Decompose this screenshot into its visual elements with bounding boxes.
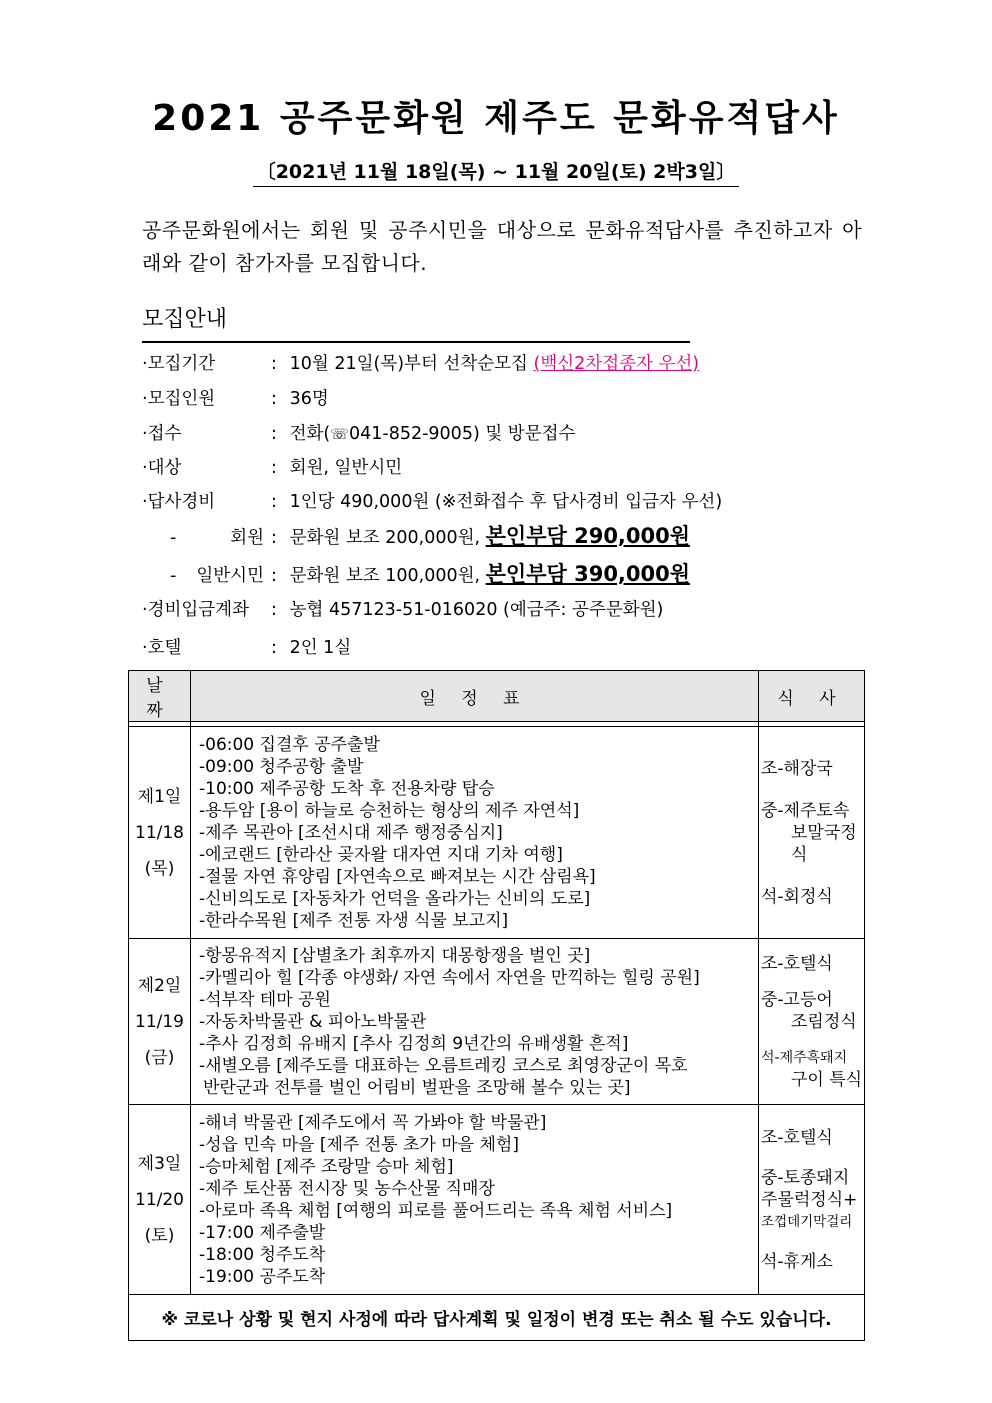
- day-cell: [129, 939, 191, 1105]
- meal-lunch-cont: 주물럭정식+: [761, 1189, 858, 1210]
- list-item: -신비의도로 [자동차가 언덕을 올라가는 신비의 도로]: [199, 888, 591, 909]
- meal-lunch-cont: 보말국정식: [791, 822, 857, 865]
- table-row: [129, 1105, 865, 1295]
- meal-lunch-cont2: 조껍데기막걸리: [761, 1213, 853, 1230]
- list-item: -한라수목원 [제주 전통 자생 식물 보고지]: [199, 910, 509, 931]
- header-schedule: 일 정 표: [191, 671, 759, 722]
- meal-lunch-cont: 조림정식: [791, 1011, 857, 1032]
- notice-text: ※ 코로나 상황 및 현지 사정에 따라 답사계획 및 일정이 변경 또는 취소 될 수도 있습니다.: [129, 1295, 865, 1341]
- info-value: 36명: [289, 389, 329, 409]
- info-value: 041-852-9005) 및 방문접수: [348, 424, 576, 444]
- info-account: ·경비입금계좌 : 농협 457123-51-016020 (예금주: 공주문화원): [142, 596, 663, 621]
- list-item: -절물 자연 휴양림 [자연속으로 빠져보는 시간 삼림욕]: [199, 866, 596, 887]
- meal-dinner: 석-제주흑돼지: [761, 1049, 848, 1066]
- meal-breakfast: 조-해장국: [761, 758, 833, 779]
- info-value: 2인 1실: [289, 638, 352, 658]
- list-item: -06:00 집결후 공주출발: [199, 734, 380, 755]
- list-item: -에코랜드 [한라산 곶자왈 대자연 지대 기차 여행]: [199, 844, 563, 865]
- list-item: -자동차박물관 & 피아노박물관: [199, 1011, 427, 1032]
- info-value: 문화원 보조 200,000원,: [289, 528, 486, 548]
- meal-cell: [759, 939, 865, 1105]
- header-meal: 식 사: [759, 671, 865, 722]
- info-citizen-fee: - 일반시민 : 문화원 보조 100,000원, 본인부담 390,000원: [170, 562, 691, 586]
- meal-breakfast: 조-호텔식: [761, 953, 833, 974]
- meal-lunch: 중-토종돼지: [761, 1167, 850, 1188]
- list-item: -18:00 청주도착: [199, 1244, 326, 1265]
- info-label: ·모집인원: [142, 389, 216, 409]
- section-divider: [142, 341, 690, 343]
- table-row: [129, 727, 865, 939]
- trip-dates-text: 〔2021년 11월 18일(목) ~ 11월 20일(토) 2박3일〕: [253, 157, 740, 187]
- info-value: 전화(: [289, 424, 331, 444]
- list-item: -성읍 민속 마을 [제주 전통 초가 마을 체험]: [199, 1134, 519, 1155]
- day-number: 제2일: [137, 975, 182, 996]
- info-value: 회원, 일반시민: [289, 458, 403, 478]
- day-number: 제1일: [137, 786, 182, 807]
- list-item: -새별오름 [제주도를 대표하는 오름트레킹 코스로 최영장군이 목호: [199, 1055, 688, 1076]
- vaccine-priority-note: (백신2차접종자 우선): [533, 354, 700, 374]
- info-label: - 일반시민: [170, 566, 264, 586]
- meal-lunch: 중-고등어: [761, 989, 833, 1010]
- day-date: 11/18: [135, 822, 184, 843]
- document-title: 2021 공주문화원 제주도 문화유적답사: [152, 98, 840, 139]
- info-count: ·모집인원 : 36명: [142, 385, 329, 410]
- info-label: ·대상: [142, 458, 182, 478]
- trip-dates: [0, 157, 992, 187]
- meal-dinner: 석-회정식: [761, 886, 833, 907]
- meal-cell: [759, 1105, 865, 1295]
- day-date: 11/20: [135, 1189, 184, 1210]
- meal-dinner: 석-휴게소: [761, 1251, 833, 1272]
- day-date: 11/19: [135, 1011, 184, 1032]
- info-member-fee: - 회원 : 문화원 보조 200,000원, 본인부담 290,000원: [170, 524, 691, 548]
- list-item: -09:00 청주공항 출발: [199, 756, 364, 777]
- list-item: -10:00 제주공항 도착 후 전용차량 탑승: [199, 778, 495, 799]
- schedule-table: [128, 670, 865, 1341]
- schedule-items: [191, 939, 759, 1105]
- phone-icon: ☏: [330, 425, 349, 443]
- info-value: 농협 457123-51-016020 (예금주: 공주문화원): [289, 600, 664, 620]
- info-target: ·대상 : 회원, 일반시민: [142, 454, 402, 479]
- table-header-row: [129, 671, 865, 722]
- list-item: -제주 토산품 전시장 및 농수산물 직매장: [199, 1178, 495, 1199]
- list-item: -제주 목관아 [조선시대 제주 행정중심지]: [199, 822, 503, 843]
- notice-row: [129, 1295, 865, 1341]
- intro-paragraph: 공주문화원에서는 회원 및 공주시민을 대상으로 문화유적답사를 추진하고자 아래와 같이 참가자를 모집합니다.: [142, 218, 862, 275]
- schedule-items: [191, 727, 759, 939]
- info-label: ·모집기간: [142, 354, 216, 374]
- info-fee: ·답사경비 : 1인당 490,000원 (※전화접수 후 답사경비 입금자 우선): [142, 488, 722, 513]
- info-hotel: ·호텔 : 2인 1실: [142, 634, 351, 659]
- day-weekday: (목): [144, 858, 175, 879]
- list-item: -용두암 [용이 하늘로 승천하는 형상의 제주 자연석]: [199, 800, 580, 821]
- info-reception: ·접수 : 전화(☏041-852-9005) 및 방문접수: [142, 420, 575, 445]
- list-item: -승마체험 [제주 조랑말 승마 체험]: [199, 1156, 454, 1177]
- info-label: - 회원: [170, 528, 264, 548]
- table-row: [129, 939, 865, 1105]
- list-item: -항몽유적지 [삼별초가 최후까지 대몽항쟁을 벌인 곳]: [199, 945, 591, 966]
- info-label: ·답사경비: [142, 492, 216, 512]
- info-period: ·모집기간 : 10월 21일(목)부터 선착순모집 (백신2차접종자 우선): [142, 350, 699, 375]
- list-item: -17:00 제주출발: [199, 1222, 326, 1243]
- day-cell: [129, 727, 191, 939]
- list-item: 반란군과 전투를 벌인 어림비 벌판을 조망해 볼수 있는 곳]: [203, 1077, 631, 1098]
- info-value: 10월 21일(목)부터 선착순모집: [289, 354, 534, 374]
- meal-dinner-cont: 구이 특식: [791, 1069, 863, 1090]
- day-cell: [129, 1105, 191, 1295]
- list-item: -아로마 족욕 체험 [여행의 피로를 풀어드리는 족욕 체험 서비스]: [199, 1200, 673, 1221]
- list-item: -카멜리아 힐 [각종 야생화/ 자연 속에서 자연을 만끽하는 힐링 공원]: [199, 967, 700, 988]
- day-number: 제3일: [137, 1153, 182, 1174]
- section-title: 모집안내: [142, 307, 228, 332]
- member-self-pay: 본인부담 290,000원: [485, 524, 691, 548]
- citizen-self-pay: 본인부담 390,000원: [485, 562, 691, 586]
- meal-breakfast: 조-호텔식: [761, 1127, 833, 1148]
- info-label: ·호텔: [142, 638, 182, 658]
- info-value: 문화원 보조 100,000원,: [289, 566, 486, 586]
- list-item: -19:00 공주도착: [199, 1266, 326, 1287]
- info-label: ·경비입금계좌: [142, 600, 249, 620]
- list-item: -추사 김정희 유배지 [추사 김정희 9년간의 유배생활 흔적]: [199, 1033, 629, 1054]
- meal-lunch: 중-제주토속: [761, 800, 850, 821]
- day-weekday: (금): [144, 1047, 175, 1068]
- list-item: -해녀 박물관 [제주도에서 꼭 가봐야 할 박물관]: [199, 1112, 547, 1133]
- header-date: 날 짜: [129, 671, 191, 722]
- schedule-items: [191, 1105, 759, 1295]
- meal-cell: [759, 727, 865, 939]
- info-value: 1인당 490,000원 (※전화접수 후 답사경비 입금자 우선): [289, 492, 723, 512]
- list-item: -석부작 테마 공원: [199, 989, 331, 1010]
- day-weekday: (토): [144, 1225, 175, 1246]
- info-label: ·접수: [142, 424, 182, 444]
